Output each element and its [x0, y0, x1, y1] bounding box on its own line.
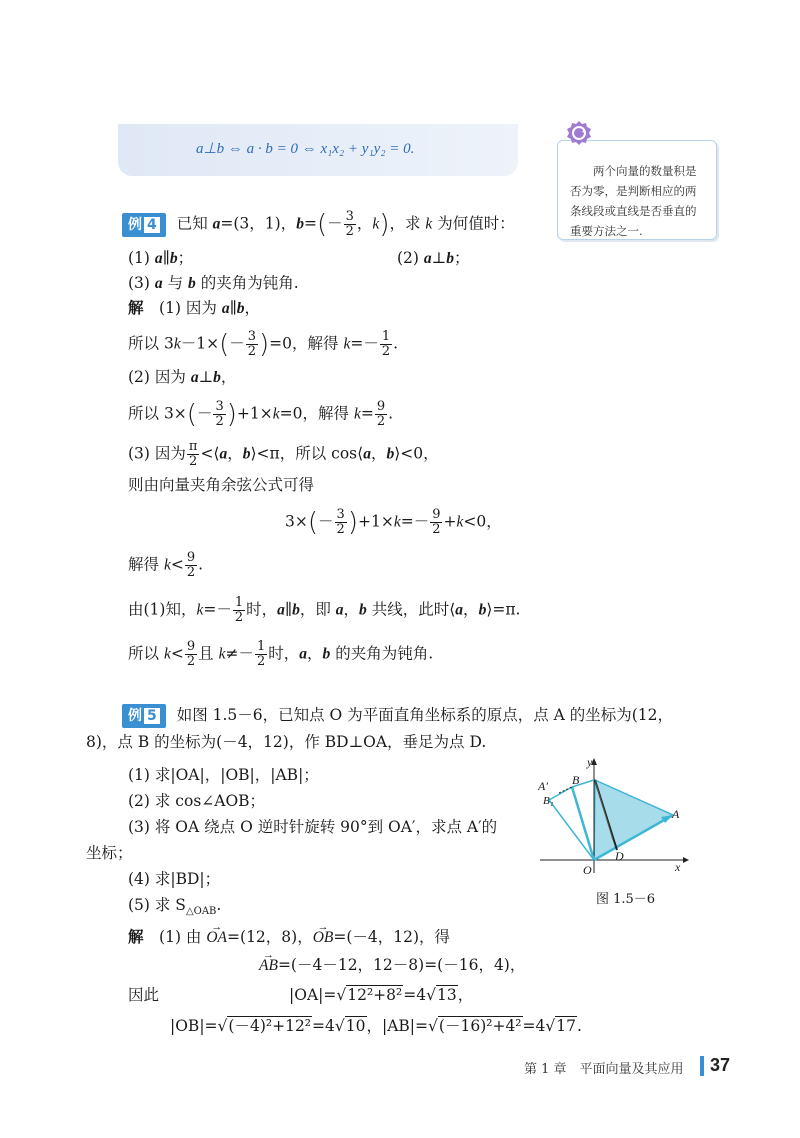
ex4-sol-1: 解 (1) 因为 a∥b，	[128, 299, 261, 317]
footer-bar	[700, 1056, 704, 1076]
ex4-sol-7: 3×(－ $\frac{3}{2}$ )+1×k=－ $\frac{9}{2}$ +k<0，	[285, 507, 502, 538]
sidenote-box	[557, 140, 717, 240]
ex4-sol-2: 所以 3k－1×(－ $\frac{3}{2}$ )=0，解得 k=－ $\frac{1}{2}$ .	[128, 329, 399, 360]
fig-label-B1: B₁	[543, 795, 554, 807]
ex4-intro: 例 4 已知 a=(3，1)，b=(－ $\frac{3}{2}$ ，k)，求 k 为何值时：	[122, 210, 515, 239]
ex4-badge: 例 4	[122, 213, 166, 237]
ex4-q3: (3) a 与 b 的夹角为钝角.	[128, 274, 299, 292]
ex4-q2: (2) a⊥b；	[397, 249, 470, 267]
ex5-q2: (2) 求 cos∠AOB；	[128, 792, 266, 810]
fig-label-D: D	[615, 849, 624, 863]
ex4-sol-10: 所以 k< $\frac{9}{2}$ 且 k≠－ $\frac{1}{2}$ 时，a，b 的夹角为钝角.	[128, 639, 434, 669]
ex4-q1: (1) a∥b；	[128, 249, 194, 267]
ex5-sol-4: |OB|=√(－4)²+12²=4√10，|AB|=√(－16)²+4²=4√17.	[170, 1017, 582, 1035]
ex5-line2: 8)，点 B 的坐标为(－4，12)，作 BD⊥OA，垂足为点 D.	[86, 733, 487, 751]
figure-caption: 图 1.5－6	[596, 892, 656, 907]
banner-formula: a⊥b ⇔ a · b = 0 ⇔ x₁x₂ + y₁y₂ = 0.	[196, 141, 415, 157]
ex5-sol-3: 因此 |OA|=√12²+8²=4√13，	[128, 986, 474, 1004]
page-number: 37	[710, 1055, 731, 1075]
ex4-sol-4: 所以 3×(－ $\frac{3}{2}$ )+1×k=0，解得 k= $\frac{9}{2}$ .	[128, 399, 394, 430]
ex4-sol-8: 解得 k< $\frac{9}{2}$ .	[128, 550, 204, 580]
ex4-sol-5: (3) 因为 $\frac{\pi}{2}$ <⟨a，b⟩<π，所以 cos⟨a，b⟩<0，	[128, 439, 439, 469]
ex4-sol-9: 由(1)知，k=－ $\frac{1}{2}$ 时，a∥b，即 a，b 共线，此时⟨a，b⟩=π.	[128, 595, 521, 625]
ex5-q3b: 坐标；	[86, 844, 133, 862]
ex5-sol-1: 解 (1) 由 → OA=(12，8)，→ OB=(－4，12)，得	[128, 926, 450, 949]
fig-label-A: A	[672, 807, 680, 821]
ex4-sol-3: (2) 因为 a⊥b，	[128, 368, 237, 386]
fig-label-A1: A′	[538, 779, 548, 793]
ex5-badge: 例 5	[122, 704, 166, 728]
ex4-sol-6: 则由向量夹角余弦公式可得	[128, 476, 315, 494]
fig-label-O: O	[583, 863, 592, 877]
fig-label-x: x	[675, 860, 681, 874]
figure-1-5-6	[535, 755, 695, 880]
ex5-q4: (4) 求|BD|；	[128, 870, 221, 888]
formula-banner	[118, 124, 518, 176]
fig-label-y: y	[587, 755, 593, 769]
ex5-q3a: (3) 将 OA 绕点 O 逆时针旋转 90°到 OA′，求点 A′的	[128, 818, 498, 836]
fig-label-B: B	[572, 773, 580, 787]
ex5-sol-2: → AB=(－4－12，12－8)=(－16，4)，	[259, 954, 525, 977]
footer-chapter: 第 1 章 平面向量及其应用	[524, 1062, 684, 1077]
ex5-line1: 例 5 如图 1.5－6，已知点 O 为平面直角坐标系的原点，点 A 的坐标为(12，	[122, 704, 673, 728]
sidenote-text: 两个向量的数量积是否为零，是判断相应的两条线段或直线是否垂直的重要方法之一.	[570, 164, 697, 238]
ex5-q1: (1) 求|OA|，|OB|，|AB|；	[128, 766, 319, 784]
cycle-icon	[566, 120, 592, 146]
ex5-q5: (5) 求 $S_{\triangle OAB}$.	[128, 896, 222, 918]
